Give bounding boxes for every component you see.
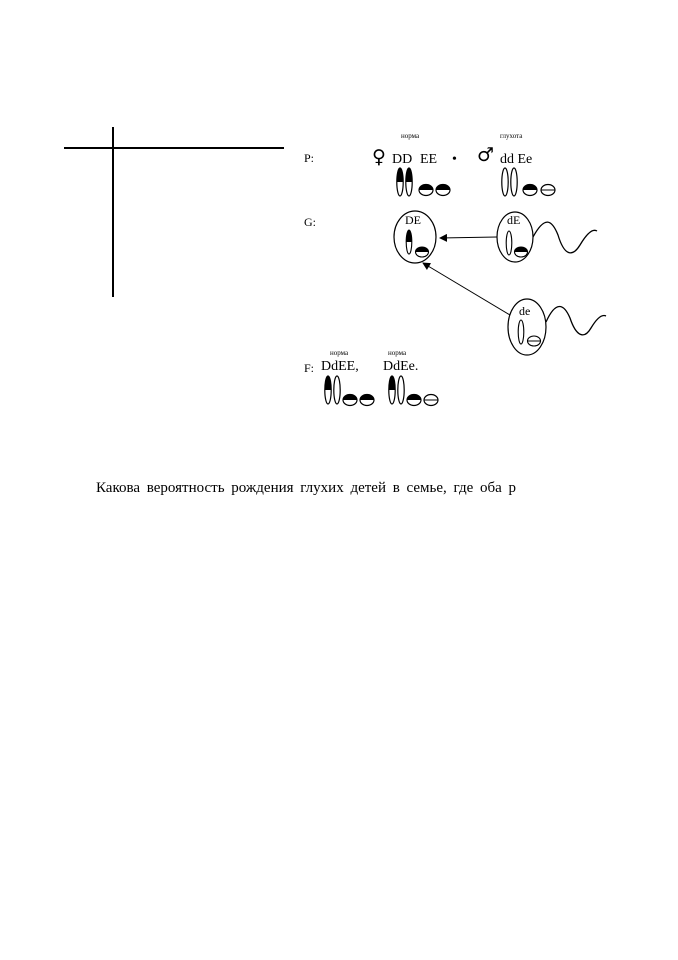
female-genotype-e: EE [420, 152, 438, 167]
female-phenotype: норма [401, 132, 420, 140]
cross-mark: • [452, 152, 457, 167]
male-genotype: dd Ee [500, 152, 533, 167]
child-1-genotype: DdEE, [321, 359, 359, 374]
question-text: Какова вероятность рождения глухих детей в семье, где оба р [96, 480, 517, 496]
sperm-1-genotype: dE [507, 213, 521, 227]
male-chromosomes [502, 168, 555, 196]
egg-genotype: DE [405, 213, 421, 227]
row-label-offspring: F: [304, 361, 315, 375]
male-phenotype: глухота [500, 132, 523, 140]
child-2-genotype: DdEe. [383, 359, 419, 374]
child-2-phenotype: норма [388, 349, 407, 357]
female-symbol-icon: ♀ [372, 146, 386, 168]
child-1-chromosomes [325, 376, 374, 406]
child-2-chromosomes [389, 376, 438, 406]
female-genotype-d: DD [392, 152, 413, 167]
female-chromosomes [397, 168, 450, 196]
sperm-2-genotype: de [519, 304, 531, 318]
arrow-sperm-2-to-egg [423, 263, 510, 315]
row-label-gametes: G: [304, 215, 316, 229]
row-label-parents: P: [304, 151, 315, 165]
arrow-sperm-1-to-egg [440, 237, 497, 238]
child-1-phenotype: норма [330, 349, 349, 357]
male-symbol-icon: ♂ [477, 144, 495, 166]
